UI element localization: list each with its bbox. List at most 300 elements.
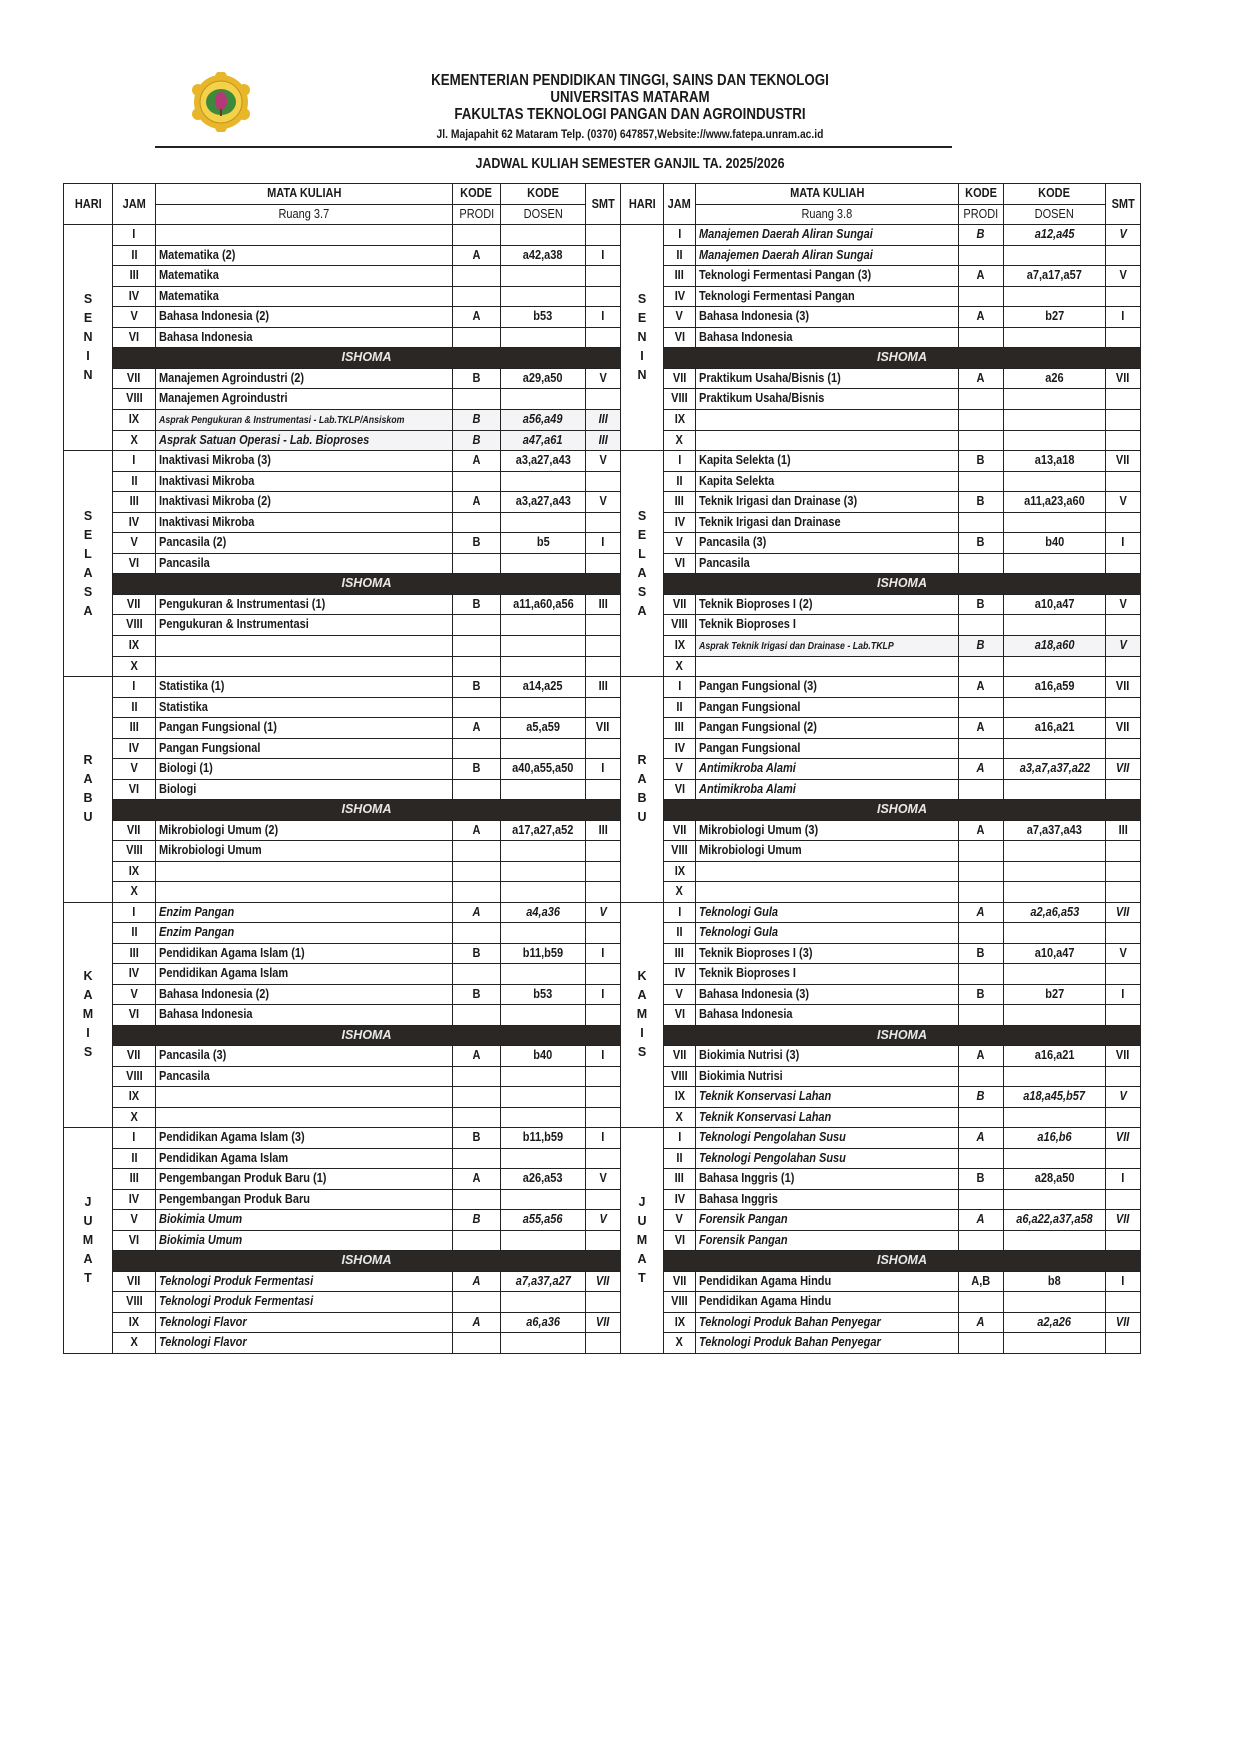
jam-cell-text: IV xyxy=(674,740,685,755)
smt-cell xyxy=(586,430,621,451)
mata-kuliah-cell xyxy=(156,368,453,389)
smt-cell-text: V xyxy=(599,370,607,385)
smt-cell xyxy=(1106,1292,1141,1313)
break-label-right: ISHOMA xyxy=(664,1025,1141,1046)
mata-kuliah-cell-text: Pangan Fungsional xyxy=(159,740,261,755)
kode-dosen-cell xyxy=(501,368,586,389)
jam-cell xyxy=(113,225,156,246)
mata-kuliah-cell xyxy=(696,1148,959,1169)
mata-kuliah-cell-text: Enzim Pangan xyxy=(159,925,235,940)
schedule-row xyxy=(64,1230,1141,1251)
mata-kuliah-cell-text: Praktikum Usaha/Bisnis xyxy=(699,391,825,406)
kode-prodi-cell-text: B xyxy=(977,227,985,242)
kode-prodi-cell-text: B xyxy=(977,535,985,550)
jam-cell xyxy=(664,820,696,841)
day-label-cell xyxy=(621,225,664,451)
mata-kuliah-cell xyxy=(156,286,453,307)
jam-cell xyxy=(113,1005,156,1026)
kode-dosen-cell xyxy=(501,1333,586,1354)
col-mata-kuliah-left: MATA KULIAH xyxy=(156,184,453,205)
jam-cell-text: VI xyxy=(674,1007,685,1022)
kode-prodi-cell xyxy=(959,492,1004,513)
smt-cell xyxy=(1106,430,1141,451)
kode-dosen-cell xyxy=(501,1107,586,1128)
kode-prodi-cell-text: B xyxy=(472,1212,481,1227)
smt-cell xyxy=(1106,718,1141,739)
day-letter: U xyxy=(83,1213,93,1228)
smt-cell-text: VII xyxy=(596,1314,610,1329)
mata-kuliah-cell-text: Matematika xyxy=(159,288,219,303)
day-name-vertical xyxy=(621,1193,663,1288)
jam-cell-text: III xyxy=(674,494,685,509)
jam-cell xyxy=(664,1271,696,1292)
smt-cell xyxy=(586,1087,621,1108)
jam-cell-text: III xyxy=(129,1171,139,1186)
day-letter: U xyxy=(83,810,93,825)
kode-dosen-cell xyxy=(1004,512,1106,533)
mata-kuliah-cell-text: Bahasa Indonesia xyxy=(699,1007,793,1022)
jam-cell xyxy=(113,1271,156,1292)
header-divider xyxy=(155,146,952,148)
mata-kuliah-cell xyxy=(696,820,959,841)
kode-prodi-cell xyxy=(453,492,501,513)
day-label-cell xyxy=(621,677,664,903)
kode-dosen-cell-text: a2,a26 xyxy=(1037,1314,1072,1329)
mata-kuliah-cell-text: Mikrobiologi Umum xyxy=(699,843,802,858)
day-label-cell xyxy=(621,1128,664,1354)
schedule-row xyxy=(64,718,1141,739)
mata-kuliah-cell-text: Pancasila (3) xyxy=(159,1048,227,1063)
kode-dosen-cell-text: a16,b6 xyxy=(1037,1130,1072,1145)
smt-cell xyxy=(1106,615,1141,636)
jam-cell-text: IV xyxy=(674,514,685,529)
mata-kuliah-cell xyxy=(696,923,959,944)
mata-kuliah-cell xyxy=(696,718,959,739)
smt-cell xyxy=(586,718,621,739)
jam-cell xyxy=(664,451,696,472)
jam-cell-text: V xyxy=(675,535,684,550)
day-letter: E xyxy=(83,311,93,325)
smt-cell xyxy=(586,1148,621,1169)
jam-cell-text: I xyxy=(677,904,682,919)
day-letter: S xyxy=(637,1045,647,1060)
kode-dosen-cell xyxy=(1004,615,1106,636)
kode-prodi-cell-text: A,B xyxy=(971,1273,991,1288)
kode-prodi-cell xyxy=(959,327,1004,348)
smt-cell xyxy=(1106,471,1141,492)
kode-dosen-cell xyxy=(501,635,586,656)
smt-cell xyxy=(586,225,621,246)
jam-cell xyxy=(113,1333,156,1354)
jam-cell-text: III xyxy=(674,945,685,960)
smt-cell xyxy=(586,368,621,389)
smt-cell-text: V xyxy=(1119,268,1127,283)
day-letter: A xyxy=(83,565,93,580)
smt-cell-text: I xyxy=(601,247,605,262)
smt-cell xyxy=(1106,1189,1141,1210)
smt-cell xyxy=(586,635,621,656)
day-letter: A xyxy=(83,1251,93,1266)
smt-cell xyxy=(1106,759,1141,780)
jam-cell-text: VII xyxy=(672,596,687,611)
mata-kuliah-cell xyxy=(156,1005,453,1026)
kode-prodi-cell-text: A xyxy=(977,370,985,385)
jam-cell-text: VII xyxy=(127,1273,141,1288)
jam-cell-text: V xyxy=(675,1212,684,1227)
kode-prodi-cell xyxy=(453,225,501,246)
mata-kuliah-cell xyxy=(696,512,959,533)
kode-prodi-cell xyxy=(453,1005,501,1026)
kode-dosen-cell-text: a6,a36 xyxy=(526,1314,560,1329)
schedule-row xyxy=(64,697,1141,718)
jam-cell-text: X xyxy=(675,432,684,447)
mata-kuliah-cell-text: Teknologi Produk Fermentasi xyxy=(159,1294,314,1309)
kode-dosen-cell-text: b53 xyxy=(533,309,553,324)
mata-kuliah-cell xyxy=(156,225,453,246)
kode-prodi-cell-text: B xyxy=(977,986,985,1001)
mata-kuliah-cell xyxy=(156,1230,453,1251)
kode-dosen-cell-text: b40 xyxy=(1045,535,1064,550)
kode-prodi-cell xyxy=(959,430,1004,451)
kode-dosen-cell xyxy=(1004,677,1106,698)
kode-prodi-cell xyxy=(959,882,1004,903)
mata-kuliah-cell-text: Teknik Bioproses I xyxy=(699,966,796,981)
kode-prodi-cell xyxy=(453,841,501,862)
mata-kuliah-cell-text: Pangan Fungsional (1) xyxy=(159,720,277,735)
schedule-row xyxy=(64,512,1141,533)
smt-cell-text: III xyxy=(598,432,608,447)
smt-cell-text: III xyxy=(1118,822,1128,837)
col-hari-left: HARI xyxy=(64,184,113,225)
kode-prodi-cell-text: B xyxy=(472,535,481,550)
kode-prodi-cell xyxy=(453,430,501,451)
jam-cell xyxy=(664,1333,696,1354)
kode-dosen-cell xyxy=(501,964,586,985)
kode-prodi-cell-text: B xyxy=(977,945,985,960)
kode-dosen-cell xyxy=(501,1087,586,1108)
kode-dosen-cell-text: a16,a59 xyxy=(1034,679,1075,694)
kode-dosen-cell xyxy=(1004,635,1106,656)
day-letter: S xyxy=(637,508,647,523)
smt-cell-text: I xyxy=(601,309,605,324)
mata-kuliah-cell xyxy=(696,1271,959,1292)
jam-cell-text: I xyxy=(132,1130,136,1145)
mata-kuliah-cell xyxy=(156,389,453,410)
day-letter: A xyxy=(637,988,647,1003)
kode-prodi-cell xyxy=(453,923,501,944)
mata-kuliah-cell xyxy=(156,1046,453,1067)
mata-kuliah-cell xyxy=(156,533,453,554)
mata-kuliah-cell-text: Pendidikan Agama Islam (1) xyxy=(159,945,305,960)
jam-cell xyxy=(664,1107,696,1128)
kode-dosen-cell xyxy=(1004,882,1106,903)
jam-cell xyxy=(664,430,696,451)
jam-cell xyxy=(664,225,696,246)
mata-kuliah-cell-text: Teknologi Pengolahan Susu xyxy=(699,1130,846,1145)
smt-cell xyxy=(586,1292,621,1313)
col-prodi-right: PRODI xyxy=(959,204,1004,225)
jam-cell-text: VI xyxy=(128,1232,140,1247)
kode-prodi-cell-text: A xyxy=(977,679,985,694)
jam-cell-text: VI xyxy=(128,329,140,344)
day-label-cell xyxy=(64,902,113,1128)
kode-prodi-cell-text: A xyxy=(977,268,985,283)
kode-prodi-cell-text: B xyxy=(472,945,481,960)
schedule-row xyxy=(64,1169,1141,1190)
mata-kuliah-cell xyxy=(156,841,453,862)
schedule-row xyxy=(64,594,1141,615)
smt-cell xyxy=(1106,225,1141,246)
smt-cell-text: I xyxy=(601,945,605,960)
mata-kuliah-cell-text: Pangan Fungsional xyxy=(699,699,801,714)
kode-prodi-cell-text: B xyxy=(977,453,985,468)
kode-prodi-cell-text: A xyxy=(472,720,481,735)
schedule-row xyxy=(64,943,1141,964)
jam-cell xyxy=(664,266,696,287)
jam-cell xyxy=(113,1107,156,1128)
kode-prodi-cell xyxy=(959,718,1004,739)
jam-cell-text: VII xyxy=(127,370,141,385)
kode-dosen-cell xyxy=(501,1128,586,1149)
smt-cell xyxy=(586,697,621,718)
mata-kuliah-cell-text: Manajemen Daerah Aliran Sungai xyxy=(699,227,873,242)
mata-kuliah-cell-text: Bahasa Indonesia (2) xyxy=(159,986,270,1001)
mata-kuliah-cell xyxy=(156,327,453,348)
kode-dosen-cell xyxy=(501,492,586,513)
kode-dosen-cell-text: a17,a27,a52 xyxy=(512,822,574,837)
jam-cell-text: VI xyxy=(128,1007,140,1022)
kode-dosen-cell xyxy=(1004,943,1106,964)
mata-kuliah-cell-text: Pendidikan Agama Islam xyxy=(159,966,289,981)
smt-cell xyxy=(1106,245,1141,266)
kode-dosen-cell xyxy=(501,1046,586,1067)
mata-kuliah-cell-text: Matematika (2) xyxy=(159,247,236,262)
smt-cell xyxy=(1106,1005,1141,1026)
jam-cell xyxy=(664,286,696,307)
smt-cell-text: V xyxy=(1119,227,1127,242)
day-letter: E xyxy=(83,527,93,542)
kode-dosen-cell xyxy=(1004,286,1106,307)
kode-dosen-cell-text: a10,a47 xyxy=(1034,596,1075,611)
kode-dosen-cell-text: a29,a50 xyxy=(523,370,563,385)
mata-kuliah-cell xyxy=(696,779,959,800)
mata-kuliah-cell-text: Kapita Selekta (1) xyxy=(699,453,791,468)
jam-cell xyxy=(664,1292,696,1313)
jam-cell xyxy=(113,553,156,574)
mata-kuliah-cell xyxy=(156,451,453,472)
mata-kuliah-cell xyxy=(156,635,453,656)
mata-kuliah-cell-text: Teknologi Produk Bahan Penyegar xyxy=(699,1314,881,1329)
smt-cell xyxy=(586,759,621,780)
smt-cell xyxy=(586,245,621,266)
kode-dosen-cell-text: a47,a61 xyxy=(523,432,563,447)
kode-dosen-cell xyxy=(501,841,586,862)
jam-cell xyxy=(113,943,156,964)
jam-cell-text: X xyxy=(675,1109,684,1124)
kode-dosen-cell-text: a55,a56 xyxy=(523,1212,563,1227)
day-letter: N xyxy=(637,368,647,382)
kode-prodi-cell xyxy=(959,1312,1004,1333)
faculty-name: FAKULTAS TEKNOLOGI PANGAN DAN AGROINDUSTRI xyxy=(454,106,806,123)
smt-cell-text: III xyxy=(598,822,608,837)
kode-dosen-cell-text: a7,a37,a43 xyxy=(1026,822,1083,837)
smt-cell-text: V xyxy=(1119,1089,1127,1104)
day-letter: I xyxy=(86,349,90,363)
mata-kuliah-cell xyxy=(696,327,959,348)
jam-cell xyxy=(113,266,156,287)
schedule-row xyxy=(64,286,1141,307)
mata-kuliah-cell-text: Praktikum Usaha/Bisnis (1) xyxy=(699,370,841,385)
smt-cell xyxy=(1106,1210,1141,1231)
kode-prodi-cell xyxy=(959,964,1004,985)
mata-kuliah-cell xyxy=(156,779,453,800)
mata-kuliah-cell xyxy=(156,759,453,780)
jam-cell xyxy=(664,923,696,944)
kode-prodi-cell xyxy=(453,984,501,1005)
kode-dosen-cell-text: b5 xyxy=(536,535,550,550)
jam-cell xyxy=(664,635,696,656)
jam-cell-text: I xyxy=(677,453,682,468)
kode-dosen-cell xyxy=(1004,1271,1106,1292)
kode-dosen-cell xyxy=(1004,266,1106,287)
kode-prodi-cell xyxy=(453,1189,501,1210)
mata-kuliah-cell-text: Statistika (1) xyxy=(159,679,225,694)
mata-kuliah-cell-text: Teknik Bioproses I (2) xyxy=(699,596,813,611)
break-row xyxy=(64,348,1141,369)
day-name-vertical xyxy=(64,1193,112,1288)
smt-cell xyxy=(1106,533,1141,554)
smt-cell-text: VII xyxy=(1116,679,1130,694)
mata-kuliah-cell-text: Teknologi Produk Fermentasi xyxy=(159,1273,314,1288)
jam-cell xyxy=(113,615,156,636)
schedule-row xyxy=(64,759,1141,780)
kode-dosen-cell-text: a3,a7,a37,a22 xyxy=(1019,761,1090,776)
mata-kuliah-cell xyxy=(156,553,453,574)
mata-kuliah-cell xyxy=(156,677,453,698)
smt-cell-text: I xyxy=(1121,535,1125,550)
smt-cell-text: III xyxy=(598,596,608,611)
mata-kuliah-cell-text: Pangan Fungsional xyxy=(699,740,801,755)
mata-kuliah-cell xyxy=(696,225,959,246)
kode-prodi-cell-text: B xyxy=(472,370,481,385)
smt-cell-text: V xyxy=(1119,945,1127,960)
kode-prodi-cell xyxy=(959,841,1004,862)
jam-cell xyxy=(664,307,696,328)
jam-cell xyxy=(113,923,156,944)
kode-prodi-cell-text: A xyxy=(472,453,481,468)
schedule-row xyxy=(64,656,1141,677)
smt-cell xyxy=(1106,841,1141,862)
kode-prodi-cell xyxy=(959,1292,1004,1313)
break-label-left: ISHOMA xyxy=(113,1025,621,1046)
smt-cell xyxy=(586,492,621,513)
smt-cell xyxy=(1106,266,1141,287)
kode-prodi-cell xyxy=(453,615,501,636)
jam-cell-text: IV xyxy=(128,966,140,981)
kode-dosen-cell xyxy=(501,225,586,246)
room-label-right: Ruang 3.8 xyxy=(696,204,959,225)
mata-kuliah-cell-text: Bahasa Indonesia (2) xyxy=(159,309,270,324)
kode-prodi-cell-text: A xyxy=(472,1273,481,1288)
kode-dosen-cell-text: b27 xyxy=(1045,309,1064,324)
kode-dosen-cell xyxy=(1004,594,1106,615)
kode-prodi-cell xyxy=(453,964,501,985)
jam-cell-text: IV xyxy=(128,288,140,303)
mata-kuliah-cell xyxy=(156,430,453,451)
smt-cell-text: V xyxy=(599,453,607,468)
kode-prodi-cell xyxy=(453,635,501,656)
mata-kuliah-cell-text: Forensik Pangan xyxy=(699,1232,788,1247)
jam-cell-text: VI xyxy=(674,329,685,344)
kode-prodi-cell xyxy=(453,1333,501,1354)
day-letter: K xyxy=(83,969,93,984)
mata-kuliah-cell xyxy=(156,1292,453,1313)
mata-kuliah-cell-text: Pendidikan Agama Islam (3) xyxy=(159,1130,305,1145)
jam-cell xyxy=(664,492,696,513)
day-letter: S xyxy=(83,1045,93,1060)
smt-cell xyxy=(586,594,621,615)
day-label-cell xyxy=(64,225,113,451)
kode-prodi-cell-text: B xyxy=(472,679,481,694)
mata-kuliah-cell-text: Teknik Irigasi dan Drainase xyxy=(699,514,841,529)
kode-dosen-cell xyxy=(501,430,586,451)
schedule-table xyxy=(63,183,1141,1354)
kode-prodi-cell-text: B xyxy=(472,761,481,776)
jam-cell-text: IV xyxy=(128,740,140,755)
smt-cell-text: V xyxy=(1119,638,1127,652)
smt-cell xyxy=(586,1107,621,1128)
kode-prodi-cell xyxy=(959,368,1004,389)
smt-cell xyxy=(1106,882,1141,903)
jam-cell xyxy=(113,718,156,739)
smt-cell xyxy=(586,615,621,636)
kode-dosen-cell xyxy=(1004,1107,1106,1128)
kode-prodi-cell-text: A xyxy=(977,761,985,776)
mata-kuliah-cell xyxy=(696,635,959,656)
mata-kuliah-cell xyxy=(696,1292,959,1313)
kode-prodi-cell-text: A xyxy=(977,1048,985,1063)
kode-dosen-cell xyxy=(501,533,586,554)
mata-kuliah-cell-text: Bahasa Indonesia xyxy=(159,329,253,344)
jam-cell-text: II xyxy=(130,1150,138,1165)
jam-cell-text: X xyxy=(130,658,138,673)
mata-kuliah-cell xyxy=(696,1210,959,1231)
jam-cell-text: II xyxy=(676,925,683,940)
smt-cell xyxy=(1106,1066,1141,1087)
kode-prodi-cell xyxy=(453,718,501,739)
smt-cell xyxy=(586,1210,621,1231)
mata-kuliah-cell-text: Biokimia Nutrisi xyxy=(699,1068,783,1083)
mata-kuliah-cell xyxy=(696,266,959,287)
jam-cell-text: II xyxy=(676,699,683,714)
smt-cell-text: I xyxy=(601,1048,605,1063)
smt-cell xyxy=(1106,409,1141,430)
kode-prodi-cell xyxy=(453,1292,501,1313)
kode-dosen-cell xyxy=(1004,1128,1106,1149)
jam-cell-text: I xyxy=(132,453,136,468)
kode-prodi-cell-text: A xyxy=(472,1171,481,1186)
smt-cell-text: VII xyxy=(1116,720,1130,735)
mata-kuliah-cell xyxy=(156,471,453,492)
kode-dosen-cell xyxy=(501,923,586,944)
kode-dosen-cell xyxy=(1004,225,1106,246)
smt-cell-text: I xyxy=(1121,1171,1125,1186)
jam-cell xyxy=(113,451,156,472)
smt-cell xyxy=(586,553,621,574)
kode-dosen-cell xyxy=(501,759,586,780)
col-kode-prodi-left: KODE xyxy=(453,184,501,205)
jam-cell-text: IV xyxy=(674,288,685,303)
